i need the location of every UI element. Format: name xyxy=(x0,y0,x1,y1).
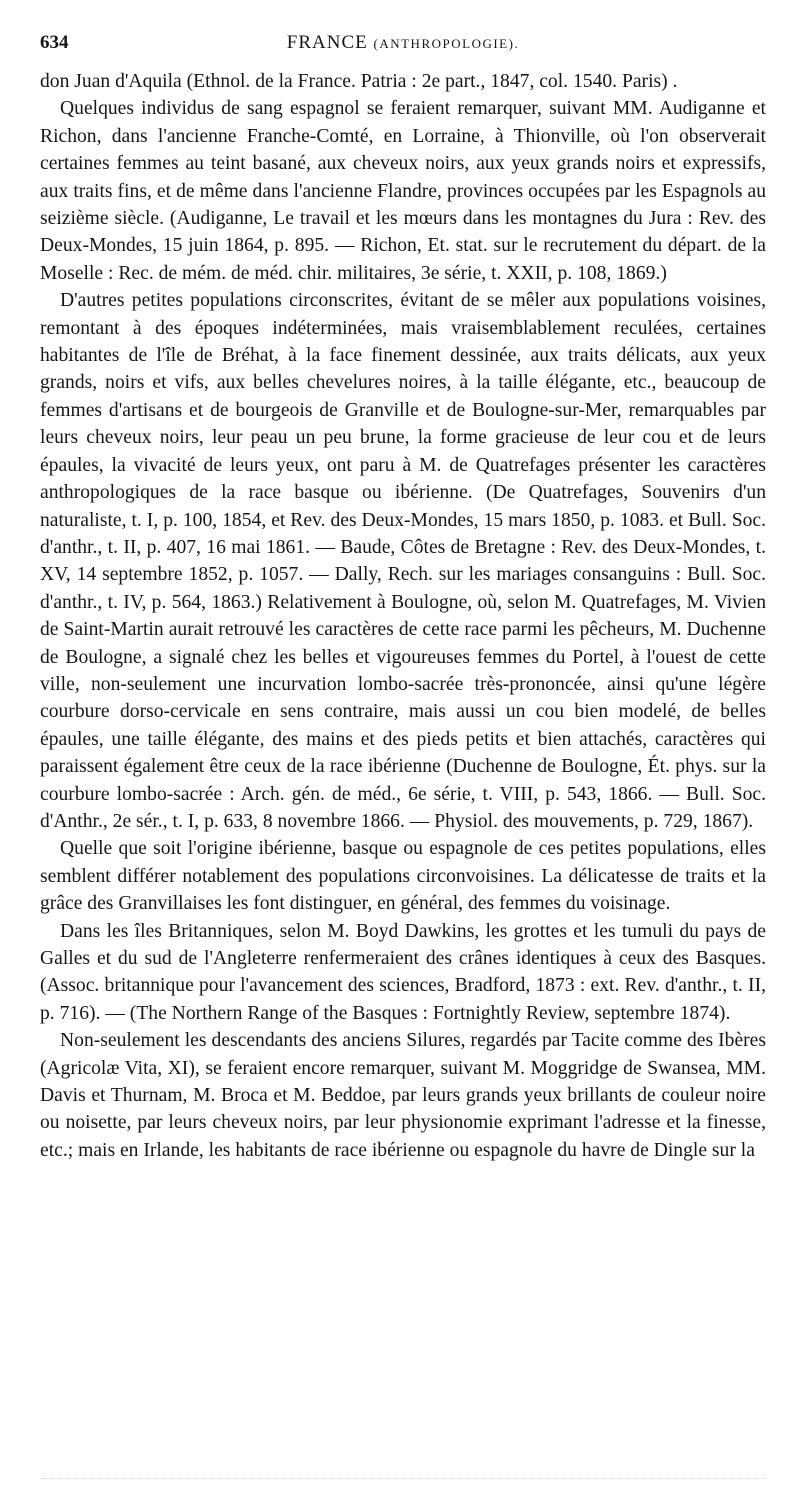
running-head-title: FRANCE xyxy=(286,32,368,53)
paragraph: Quelle que soit l'origine ibérienne, basque ou espagnole de ces petites populations, elles semblent différer notablement des populations circonvoisines. La délicatesse de traits et la grâce des Granvillaises les font distinguer, en général, des femmes du voisinage. xyxy=(40,838,766,915)
page-bottom-marks xyxy=(40,1478,766,1483)
paragraph: Dans les îles Britanniques, selon M. Boyd Dawkins, les grottes et les tumuli du pays de Galles et du sud de l'Angleterre renfermeraient des crânes identiques à ceux des Basques. (Assoc. britannique pour l'avancement des sciences, Bradford, 1873 : ext. Rev. d'anthr., t. II, p. 716). — (The Northern Range of the Basques : Fortnightly Review, septembre 1874). xyxy=(40,920,766,1024)
paragraph: Non-seulement les descendants des anciens Silures, regardés par Tacite comme des Ibères (Agricolæ Vita, XI), se feraient encore remarquer, suivant M. Moggridge de Swansea, MM. Davis et Thurnam, M. Broca et M. Beddoe, par leurs grands yeux brillants de couleur noire ou noisette, par leurs cheveux noirs, par leur physionomie exprimant l'adresse et la finesse, etc.; mais en Irlande, les habitants de race ibérienne ou espagnole du havre de Dingle sur la xyxy=(40,1030,766,1161)
page-header xyxy=(40,32,766,68)
running-head-subtitle: (ANTHROPOLOGIE). xyxy=(373,36,520,51)
paragraph: D'autres petites populations circonscrites, évitant de se mêler aux populations voisines, remontant à des époques indéterminées, mais vraisemblablement reculées, certaines habitantes de l'île de Bréhat, à la face finement dessinée, aux traits délicats, aux yeux grands, noirs et vifs, aux belles chevelures noires, à la taille élégante, etc., beaucoup de femmes d'artisans et de bourgeois de Granville et de Boulogne-sur-Mer, remarquables par leurs cheveux noirs, leur peau un peu brune, la forme gracieuse de leur cou et de leurs épaules, la vivacité de leurs yeux, ont paru à M. de Quatrefages présenter les caractères anthropologiques de la race basque ou ibérienne. (De Quatrefages, Souvenirs d'un naturaliste, t. I, p. 100, 1854, et Rev. des Deux-Mondes, 15 mars 1850, p. 1083. et Bull. Soc. d'anthr., t. II, p. 407, 16 mai 1861. — Baude, Côtes de Bretagne : Rev. des Deux-Mondes, t. XV, 14 septembre 1852, p. 1057. — Dally, Rech. sur les mariages consanguins : Bull. Soc. d'anthr., t. IV, p. 564, 1863.) Relativement à Boulogne, où, selon M. Quatrefages, M. Vivien de Saint-Martin aurait retrouvé les caractères de cette race parmi les pêcheurs, M. Duchenne de Boulogne, a signalé chez les belles et vigoureuses femmes du Portel, à l'ouest de cette ville, non-seulement une incurvation lombo-sacrée très-prononcée, ainsi qu'une légère courbure dorso-cervicale en sens contraire, mais aussi un cou bien modelé, de belles épaules, une taille élégante, des mains et des pieds petits et bien attachés, caractères qui paraissent également être ceux de la race ibérienne (Duchenne de Boulogne, Ét. phys. sur la courbure lombo-sacrée : Arch. gén. de méd., 6e série, t. VIII, p. 543, 1866. — Bull. Soc. d'Anthr., 2e sér., t. I, p. 633, 8 novembre 1866. — Physiol. des mouvements, p. 729, 1867). xyxy=(40,290,766,832)
paragraph: Quelques individus de sang espagnol se feraient remarquer, suivant MM. Audiganne et Richon, dans l'ancienne Franche-Comté, en Lorraine, à Thionville, où l'on observerait certaines femmes au teint basané, aux cheveux noirs, aux yeux grands noirs et expressifs, aux traits fins, et de même dans l'ancienne Flandre, provinces occupées par les Espagnols au seizième siècle. (Audiganne, Le travail et les mœurs dans les montagnes du Jura : Rev. des Deux-Mondes, 15 juin 1864, p. 895. — Richon, Et. stat. sur le recrutement du départ. de la Moselle : Rec. de mém. de méd. chir. militaires, 3e série, t. XXII, p. 108, 1869.) xyxy=(40,98,766,284)
paragraph-continued: don Juan d'Aquila (Ethnol. de la France. Patria : 2e part., 1847, col. 1540. Paris) . xyxy=(40,71,678,92)
body-text xyxy=(40,68,766,1164)
page-number: 634 xyxy=(40,32,69,53)
running-head xyxy=(40,32,766,54)
